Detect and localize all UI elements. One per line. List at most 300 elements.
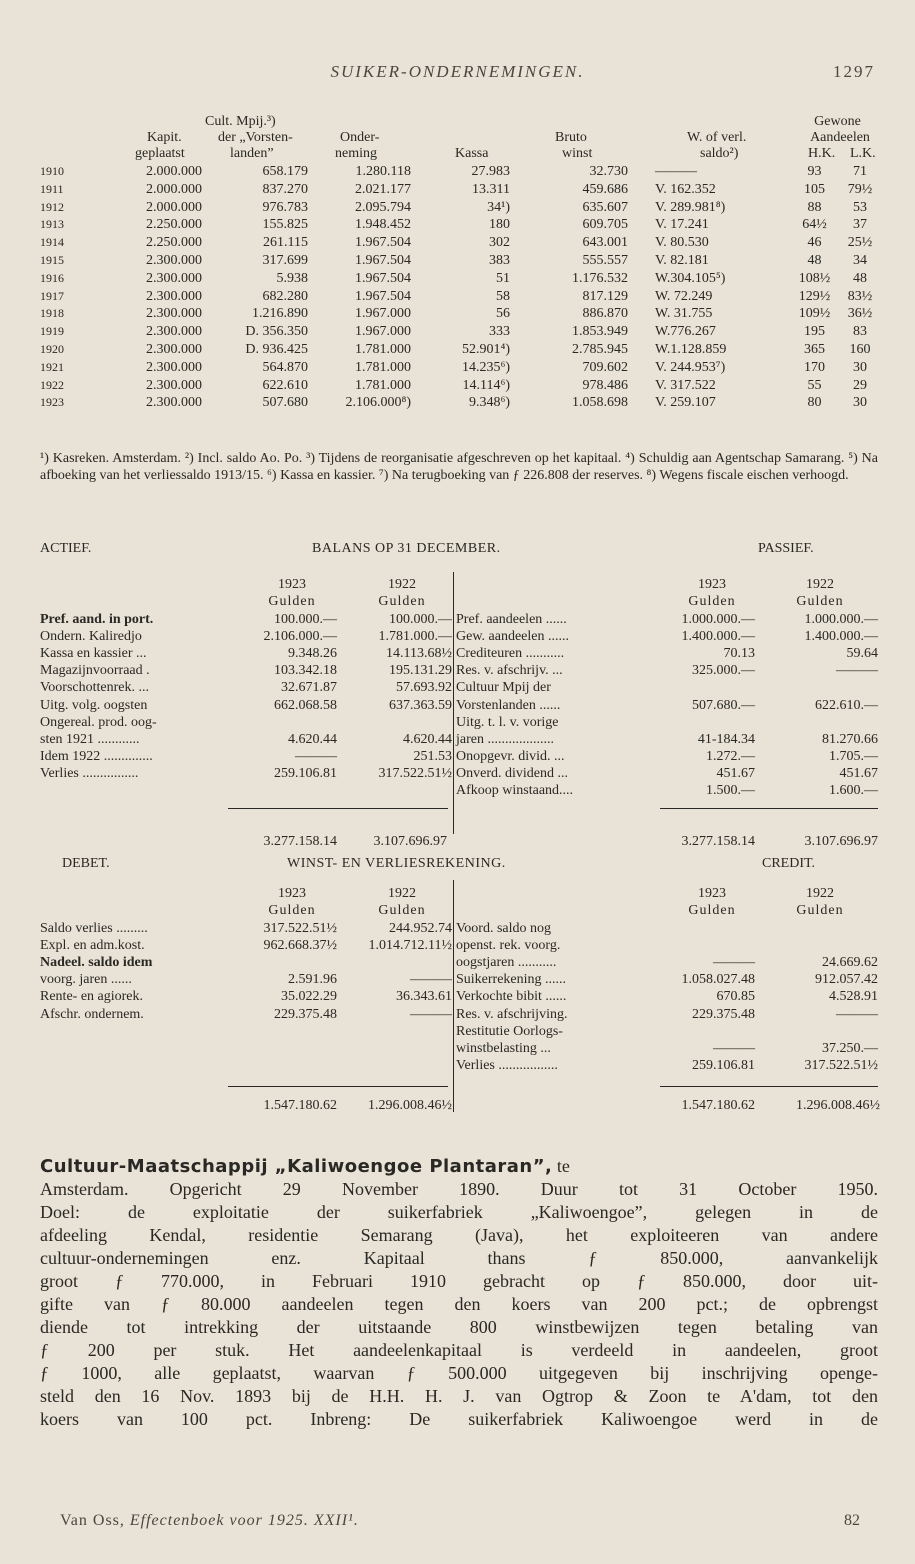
credit-value-1923: ——— (713, 1040, 755, 1056)
actief-row (40, 645, 450, 662)
article-line: ƒ 200 per stuk. Het aandeelenkapitaal is verdeeld in aandeelen, groot (40, 1340, 878, 1360)
debet-year-1922: 1922 (388, 886, 416, 902)
passief-unit-1922: Gulden (796, 594, 844, 610)
passief-label: Gew. aandeelen ...... (456, 628, 569, 644)
passief-value-1922: 1.400.000.— (804, 628, 878, 644)
passief-value-1922: 1.705.— (829, 749, 878, 765)
debet-label: voorg. jaren ...... (40, 972, 132, 988)
debet-value-1922: ——— (410, 1006, 452, 1022)
cell-cult: 682.280 (262, 288, 308, 304)
cell-year: 1919 (40, 324, 64, 339)
cell-hk: 170 (804, 359, 825, 375)
passief-unit-1923: Gulden (688, 594, 736, 610)
cell-lk: 48 (853, 270, 867, 286)
actief-value-1923: 9.348.26 (288, 645, 337, 661)
cell-bruto: 709.602 (582, 359, 628, 375)
actief-row (40, 628, 450, 645)
credit-unit-1923: Gulden (688, 903, 736, 919)
cell-hk: 129½ (798, 288, 831, 304)
cell-kassa: 14.114⁶) (462, 377, 510, 393)
credit-row (456, 954, 878, 971)
col-cult-line1: Cult. Mpij.³) (205, 114, 276, 129)
cell-onder: 1.967.000 (355, 324, 411, 340)
actief-row (40, 731, 450, 748)
col-onder-line2: neming (335, 146, 377, 161)
company-description (40, 1155, 878, 1431)
article-line: diende tot intrekking der uitstaande 800 winstbewijzen tegen betaling van (40, 1317, 878, 1337)
passief-year-1922: 1922 (806, 577, 834, 593)
credit-row (456, 937, 878, 954)
cell-bruto: 555.557 (582, 252, 628, 268)
cell-kassa: 27.983 (471, 164, 510, 179)
cell-lk: 83½ (847, 288, 873, 304)
credit-year-1922: 1922 (806, 886, 834, 902)
cell-onder: 1.967.504 (355, 288, 411, 304)
cell-onder: 1.967.000 (355, 306, 411, 322)
article-lines (40, 1178, 878, 1431)
credit-value-1923: 670.85 (716, 989, 755, 1005)
credit-label: oogstjaren ........... (456, 954, 557, 970)
article-line: Doel: de exploitatie der suikerfabriek „Kaliwoengoe”, gelegen in de (40, 1202, 878, 1222)
passief-row (456, 628, 878, 645)
actief-row (40, 611, 450, 628)
cell-hk: 80 (807, 395, 822, 411)
passief-row (456, 731, 878, 748)
cell-lk: 160 (849, 341, 871, 357)
cell-onder: 1.967.504 (355, 270, 411, 286)
debet-label: Nadeel. saldo idem (40, 954, 153, 970)
table-row (40, 359, 890, 377)
actief-year-1922: 1922 (388, 577, 416, 593)
cell-onder: 1.781.000 (355, 359, 411, 375)
table-row (40, 341, 890, 359)
debet-value-1923: 229.375.48 (274, 1006, 337, 1022)
actief-value-1923: 32.671.87 (281, 680, 337, 696)
cell-kapit: 2.300.000 (146, 395, 202, 411)
cell-kapit: 2.000.000 (146, 164, 202, 179)
cell-bruto: 1.853.949 (572, 324, 628, 340)
footer-source (60, 1512, 359, 1530)
cell-onder: 1.967.504 (355, 252, 411, 268)
cell-hk: 55 (807, 377, 822, 393)
cell-kassa: 56 (496, 306, 510, 322)
cell-kassa: 58 (496, 288, 510, 304)
passief-label: Vorstenlanden ...... (456, 697, 561, 713)
actief-label: Idem 1922 .............. (40, 749, 153, 765)
passief-sum-line (660, 808, 878, 809)
cell-cult: 5.938 (276, 270, 308, 286)
credit-total-1923: 1.547.180.62 (681, 1097, 755, 1113)
company-heading: Cultuur-Maatschappij „Kaliwoengoe Plantaran”, (40, 1156, 553, 1177)
debet-label: Expl. en adm.kost. (40, 937, 145, 953)
debet-value-1922: ——— (410, 972, 452, 988)
table-row (40, 199, 890, 217)
company-heading-line (40, 1155, 878, 1178)
actief-total-1922: 3.107.696.97 (373, 833, 447, 849)
actief-total-1923: 3.277.158.14 (263, 833, 337, 849)
passief-value-1922: 451.67 (839, 766, 878, 782)
cell-kapit: 2.250.000 (146, 217, 202, 233)
cell-hk: 48 (807, 252, 822, 268)
debet-label: DEBET. (62, 856, 110, 871)
actief-label: Uitg. volg. oogsten (40, 697, 148, 713)
cell-year: 1914 (40, 235, 64, 250)
actief-label: Voorschottenrek. ... (40, 680, 149, 696)
passief-label: Pref. aandeelen ...... (456, 611, 567, 627)
passief-label: Afkoop winstaand.... (456, 783, 574, 799)
debet-label: Saldo verlies ......... (40, 920, 148, 936)
cell-wverl: W.304.105⁵) (655, 270, 726, 286)
cell-cult: D. 356.350 (245, 324, 308, 340)
credit-value-1923: ——— (713, 954, 755, 970)
passief-value-1923: 70.13 (723, 645, 755, 661)
cell-kapit: 2.300.000 (146, 341, 202, 357)
passief-label: jaren ................... (456, 731, 554, 747)
credit-label: Verlies ................. (456, 1058, 558, 1074)
passief-total-1923: 3.277.158.14 (681, 833, 755, 849)
actief-row (40, 714, 450, 731)
credit-row (456, 971, 878, 988)
credit-row (456, 1006, 878, 1023)
cell-hk: 195 (804, 324, 825, 340)
passief-label: Onopgevr. divid. ... (456, 749, 565, 765)
cell-kassa: 52.901⁴) (461, 341, 510, 357)
debet-list (40, 920, 450, 1023)
actief-sum-line (228, 808, 448, 809)
cell-wverl: V. 80.530 (655, 235, 709, 251)
financial-history-table (40, 105, 890, 412)
actief-value-1922: 14.113.68½ (386, 645, 452, 661)
cell-onder: 1.948.452 (355, 217, 411, 233)
article-line: cultuur-ondernemingen enz. Kapitaal thans ƒ 850.000, aanvankelijk (40, 1248, 878, 1268)
actief-year-1923: 1923 (278, 577, 306, 593)
cell-year: 1918 (40, 306, 64, 321)
actief-row (40, 662, 450, 679)
cell-year: 1913 (40, 217, 64, 232)
cell-kapit: 2.300.000 (146, 359, 202, 375)
cell-bruto: 978.486 (582, 377, 628, 393)
credit-year-1923: 1923 (698, 886, 726, 902)
article-line: ƒ 1000, alle geplaatst, waarvan ƒ 500.000 uitgegeven bij inschrijving openge- (40, 1363, 878, 1383)
col-kassa: Kassa (455, 146, 489, 161)
col-onder-line1: Onder- (340, 130, 380, 145)
winst-totals-row (40, 1097, 878, 1114)
winst-title-row (40, 855, 878, 872)
cell-cult: 837.270 (262, 181, 308, 197)
table-row (40, 252, 890, 270)
cell-cult: 622.610 (262, 377, 308, 393)
footer-book-title: Effectenboek voor 1925. XXII¹. (129, 1512, 359, 1529)
passief-value-1923: 1.272.— (706, 749, 755, 765)
article-line: koers van 100 pct. Inbreng: De suikerfabriek Kaliwoengoe werd in de (40, 1409, 878, 1429)
col-lk: L.K. (850, 146, 876, 161)
cell-bruto: 2.785.945 (572, 341, 628, 357)
credit-value-1922: ——— (836, 1006, 878, 1022)
cell-lk: 25½ (847, 235, 873, 251)
winst-year-row (40, 885, 878, 902)
debet-value-1922: 244.952.74 (389, 920, 452, 936)
company-heading-tail: te (552, 1156, 570, 1176)
cell-hk: 64½ (802, 217, 827, 233)
cell-onder: 2.106.000⁸) (345, 395, 411, 411)
footer-signature: 82 (844, 1512, 860, 1529)
cell-hk: 109½ (798, 306, 831, 322)
cell-wverl: V. 317.522 (655, 377, 716, 393)
actief-list (40, 611, 450, 783)
credit-label: Verkochte bibit ...... (456, 989, 567, 1005)
actief-label: Verlies ................ (40, 766, 139, 782)
passief-label: Crediteuren ........... (456, 645, 565, 661)
actief-value-1922: 195.131.29 (389, 663, 452, 679)
cell-kassa: 34¹) (487, 199, 510, 215)
actief-value-1922: 1.781.000.— (378, 628, 452, 644)
passief-row (456, 748, 878, 765)
cell-kapit: 2.000.000 (146, 181, 202, 197)
debet-value-1923: 35.022.29 (281, 989, 337, 1005)
actief-value-1922: 57.693.92 (396, 680, 452, 696)
cell-onder: 1.967.504 (355, 235, 411, 251)
actief-label: Pref. aand. in port. (40, 611, 154, 627)
cell-kapit: 2.300.000 (146, 324, 202, 340)
passief-total-1922: 3.107.696.97 (804, 833, 878, 849)
credit-sum-line (660, 1086, 878, 1087)
actief-label: Ondern. Kaliredjo (40, 628, 142, 644)
cell-wverl: V. 259.107 (655, 395, 716, 411)
table-row (40, 270, 890, 288)
cell-wverl: W.1.128.859 (655, 341, 727, 357)
passief-row (456, 611, 878, 628)
passief-value-1923: 1.400.000.— (681, 628, 755, 644)
cell-bruto: 1.176.532 (572, 270, 628, 286)
passief-value-1922: 1.000.000.— (804, 611, 878, 627)
running-header (0, 62, 915, 86)
col-cult-line3: landen” (230, 146, 274, 161)
footer-author: Van Oss, (60, 1512, 130, 1529)
article-line: groot ƒ 770.000, in Februari 1910 gebracht op ƒ 850.000, door uit- (40, 1271, 878, 1291)
cell-kapit: 2.300.000 (146, 252, 202, 268)
cell-onder: 1.781.000 (355, 377, 411, 393)
debet-row (40, 971, 450, 988)
actief-label: Ongereal. prod. oog- (40, 714, 157, 730)
cell-year: 1912 (40, 199, 64, 214)
passief-list (456, 611, 878, 800)
passief-value-1922: 622.610.— (815, 697, 878, 713)
actief-value-1923: 100.000.— (274, 611, 337, 627)
cell-wverl: ——— (655, 164, 697, 179)
passief-year-1923: 1923 (698, 577, 726, 593)
cell-bruto: 32.730 (589, 164, 628, 179)
cell-bruto: 459.686 (582, 181, 628, 197)
col-bruto-line1: Bruto (555, 130, 587, 145)
footnotes: ¹) Kasreken. Amsterdam. ²) Incl. saldo Ao. Po. ³) Tijdens de reorganisatie afgeschreven op het kapitaal. ⁴) Schuldig aan Agentschap Samarang. ⁵) Na afboeking van het verliessaldo 1913/15. ⁶) Kassa en kassier. ⁷) Na terugboeking van ƒ 226.808 der reserves. ⁸) Wegens fiscale eischen verhoogd. (40, 451, 878, 483)
cell-kapit: 2.300.000 (146, 288, 202, 304)
credit-label: winstbelasting ... (456, 1040, 551, 1056)
credit-value-1922: 912.057.42 (815, 972, 878, 988)
cell-bruto: 886.870 (582, 306, 628, 322)
col-cult-line2: der „Vorsten- (218, 130, 293, 145)
passief-value-1922: 1.600.— (829, 783, 878, 799)
cell-wverl: W.776.267 (655, 324, 716, 340)
credit-row (456, 1023, 878, 1040)
credit-row (456, 1057, 878, 1074)
cell-kassa: 383 (489, 252, 510, 268)
actief-value-1922: 637.363.59 (389, 697, 452, 713)
col-kapit-line2: geplaatst (135, 146, 185, 161)
balance-unit-row (40, 593, 878, 610)
cell-kassa: 302 (489, 235, 510, 251)
table-row (40, 394, 890, 412)
page-number: 1297 (833, 62, 875, 81)
balance-sheet (40, 540, 878, 850)
debet-year-1923: 1923 (278, 886, 306, 902)
passief-row (456, 679, 878, 696)
cell-kassa: 51 (496, 270, 510, 286)
credit-value-1922: 24.669.62 (822, 954, 878, 970)
credit-value-1922: 317.522.51½ (804, 1058, 878, 1074)
passief-row (456, 782, 878, 799)
cell-cult: 976.783 (262, 199, 308, 215)
article-line: steld den 16 Nov. 1893 bij de H.H. H. J. van Ogtrop & Zoon te A'dam, tot den (40, 1386, 878, 1406)
debet-total-1922: 1.296.008.46½ (368, 1097, 452, 1113)
passief-row (456, 697, 878, 714)
article-line: gifte van ƒ 80.000 aandeelen tegen den koers van 200 pct.; de opbrengst (40, 1294, 878, 1314)
table-row (40, 288, 890, 306)
actief-value-1922: 251.53 (413, 749, 452, 765)
passief-value-1923: 1.500.— (706, 783, 755, 799)
col-hk: H.K. (808, 146, 836, 161)
debet-unit-1922: Gulden (378, 903, 426, 919)
cell-lk: 37 (853, 217, 867, 233)
actief-value-1922: 4.620.44 (403, 731, 452, 747)
cell-cult: 261.115 (263, 235, 308, 251)
cell-onder: 2.021.177 (355, 181, 411, 197)
credit-label: Res. v. afschrijving. (456, 1006, 568, 1022)
cell-bruto: 609.705 (582, 217, 628, 233)
cell-cult: 1.216.890 (252, 306, 308, 322)
credit-label: Voord. saldo nog (456, 920, 552, 936)
table-row (40, 323, 890, 341)
cell-lk: 83 (853, 324, 867, 340)
actief-row (40, 679, 450, 696)
cell-year: 1917 (40, 288, 64, 303)
winst-title: WINST- EN VERLIESREKENING. (287, 856, 506, 871)
passief-row (456, 714, 878, 731)
actief-row (40, 765, 450, 782)
balance-divider (453, 572, 454, 834)
actief-label: Magazijnvoorraad . (40, 663, 150, 679)
cell-cult: 564.870 (262, 359, 308, 375)
winst-divider (453, 880, 454, 1112)
passief-label: Onverd. dividend ... (456, 766, 568, 782)
balance-year-row (40, 576, 878, 593)
cell-hk: 105 (804, 181, 825, 197)
cell-wverl: V. 162.352 (655, 181, 716, 197)
actief-row (40, 697, 450, 714)
col-gewone-line2: Aandeelen (810, 130, 870, 145)
cell-lk: 79½ (847, 181, 873, 197)
cell-kapit: 2.300.000 (146, 377, 202, 393)
cell-wverl: V. 244.953⁷) (655, 359, 726, 375)
cell-bruto: 635.607 (582, 199, 628, 215)
credit-value-1922: 4.528.91 (829, 989, 878, 1005)
credit-value-1922: 37.250.— (822, 1040, 878, 1056)
credit-row (456, 988, 878, 1005)
cell-lk: 30 (853, 359, 867, 375)
table-row (40, 163, 890, 181)
balance-title-row (40, 540, 878, 557)
cell-bruto: 817.129 (582, 288, 628, 304)
passief-label: PASSIEF. (758, 541, 814, 556)
cell-kapit: 2.300.000 (146, 306, 202, 322)
cell-lk: 34 (853, 252, 867, 268)
cell-lk: 29 (853, 377, 867, 393)
cell-onder: 1.781.000 (355, 341, 411, 357)
cell-lk: 36½ (847, 306, 873, 322)
cell-lk: 30 (853, 395, 867, 411)
credit-list (456, 920, 878, 1075)
table-header (40, 105, 890, 163)
cell-year: 1922 (40, 377, 64, 392)
cell-cult: 155.825 (262, 217, 308, 233)
debet-value-1923: 2.591.96 (288, 972, 337, 988)
actief-label: Kassa en kassier ... (40, 645, 147, 661)
debet-value-1923: 962.668.37½ (263, 937, 337, 953)
debet-row (40, 954, 450, 971)
actief-label: ACTIEF. (40, 541, 92, 556)
debet-label: Afschr. ondernem. (40, 1006, 144, 1022)
table-row (40, 305, 890, 323)
passief-value-1922: 59.64 (846, 645, 878, 661)
table-row (40, 377, 890, 395)
cell-year: 1921 (40, 359, 64, 374)
table-row (40, 234, 890, 252)
actief-label: sten 1921 ............ (40, 731, 140, 747)
cell-hk: 46 (807, 235, 822, 251)
article-line: afdeeling Kendal, residentie Semarang (Java), het exploiteeren van andere (40, 1225, 878, 1245)
credit-label: Restitutie Oorlogs- (456, 1023, 563, 1039)
passief-label: Res. v. afschrijv. ... (456, 663, 563, 679)
passief-row (456, 662, 878, 679)
cell-kassa: 14.235⁶) (461, 359, 510, 375)
actief-value-1923: 662.068.58 (274, 697, 337, 713)
cell-kassa: 13.311 (472, 181, 510, 197)
credit-unit-1922: Gulden (796, 903, 844, 919)
col-kapit-line1: Kapit. (147, 130, 182, 145)
actief-value-1923: 4.620.44 (288, 731, 337, 747)
passief-value-1923: 507.680.— (692, 697, 755, 713)
passief-row (456, 765, 878, 782)
cell-year: 1923 (40, 395, 64, 410)
credit-label: openst. rek. voorg. (456, 937, 561, 953)
cell-kassa: 180 (489, 217, 510, 233)
cell-bruto: 643.001 (582, 235, 628, 251)
cell-onder: 2.095.794 (355, 199, 411, 215)
actief-value-1922: 317.522.51½ (378, 766, 452, 782)
debet-row (40, 920, 450, 937)
cell-hk: 365 (804, 341, 825, 357)
actief-row (40, 748, 450, 765)
running-title: SUIKER-ONDERNEMINGEN. (330, 62, 585, 81)
passief-value-1923: 1.000.000.— (681, 611, 755, 627)
winst-unit-row (40, 902, 878, 919)
passief-value-1923: 325.000.— (692, 663, 755, 679)
debet-sum-line (228, 1086, 448, 1087)
cell-kapit: 2.250.000 (146, 235, 202, 251)
passief-label: Cultuur Mpij der (456, 680, 551, 696)
table-row (40, 181, 890, 199)
debet-row (40, 988, 450, 1005)
col-gewone-line1: Gewone (814, 114, 861, 129)
